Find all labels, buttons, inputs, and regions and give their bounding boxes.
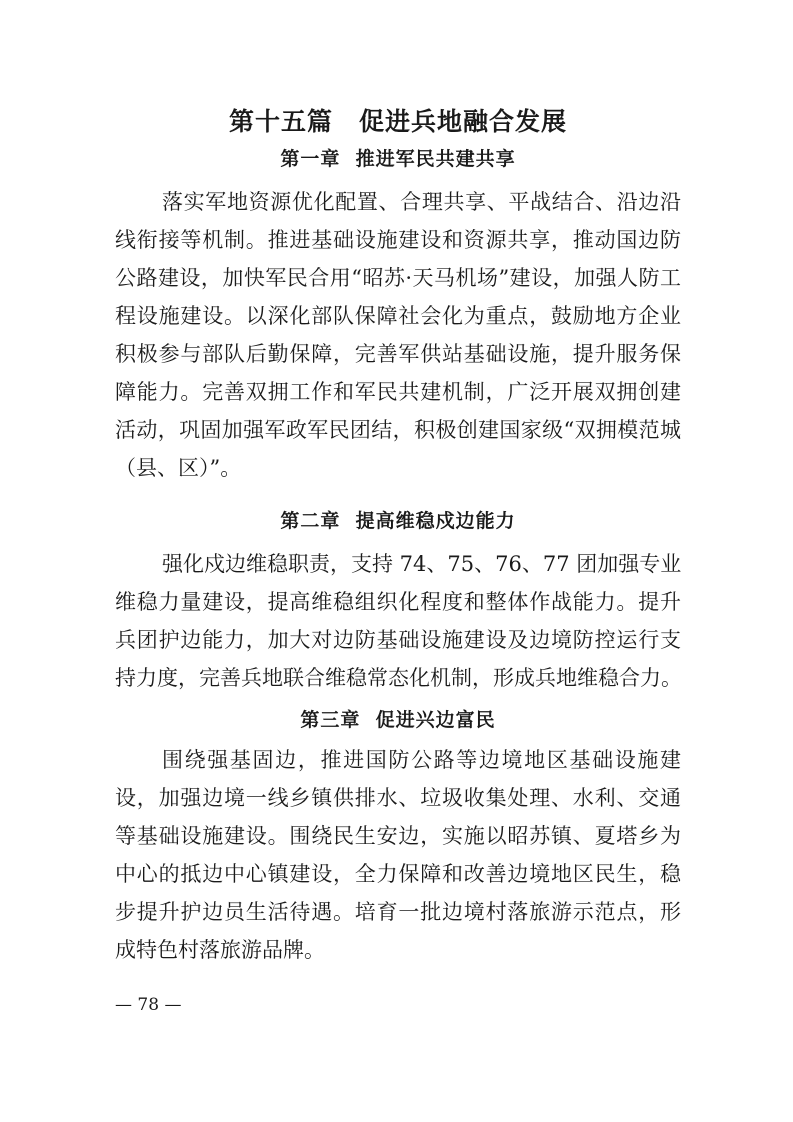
paragraph-line: 程设施建设。以深化部队保障社会化为重点，鼓励地方企业 — [115, 304, 681, 328]
paragraph-line: 强化戍边维稳职责，支持 74、75、76、77 团加强专业 — [162, 552, 682, 576]
paragraph-line: 设，加强边境一线乡镇供排水、垃圾收集处理、水利、交通 — [115, 786, 681, 810]
chapter-2-title: 第二章 提高维稳戍边能力 — [280, 510, 516, 532]
chapter-3-title: 第三章 促进兴边富民 — [300, 709, 496, 731]
chapter-2-paragraph — [115, 545, 681, 697]
paragraph-line: 持力度，完善兵地联合维稳常态化机制，形成兵地维稳合力。 — [115, 666, 682, 690]
chapter-1-title: 第一章 推进军民共建共享 — [280, 148, 516, 170]
paragraph-line: （县、区）”。 — [115, 456, 242, 480]
paragraph-line: 步提升护边员生活待遇。培育一批边境村落旅游示范点，形 — [115, 900, 681, 924]
page-number: — 78 — — [115, 995, 182, 1015]
paragraph-line: 线衔接等机制。推进基础设施建设和资源共享，推动国边防 — [115, 228, 681, 252]
paragraph-line: 成特色村落旅游品牌。 — [115, 938, 325, 962]
paragraph-line: 公路建设，加快军民合用“昭苏·天马机场”建设，加强人防工 — [115, 266, 681, 290]
paragraph-line: 落实军地资源优化配置、合理共享、平战结合、沿边沿 — [162, 190, 681, 214]
paragraph-line: 活动，巩固加强军政军民团结，积极创建国家级“双拥模范城 — [115, 418, 681, 442]
paragraph-line: 积极参与部队后勤保障，完善军供站基础设施，提升服务保 — [115, 342, 681, 366]
paragraph-line: 围绕强基固边，推进国防公路等边境地区基础设施建 — [162, 748, 681, 772]
chapter-1-paragraph — [115, 183, 681, 487]
part-title: 第十五篇 促进兵地融合发展 — [228, 107, 567, 136]
paragraph-line: 兵团护边能力，加大对边防基础设施建设及边境防控运行支 — [115, 628, 681, 652]
paragraph-line: 障能力。完善双拥工作和军民共建机制，广泛开展双拥创建 — [115, 380, 681, 404]
paragraph-line: 维稳力量建设，提高维稳组织化程度和整体作战能力。提升 — [115, 590, 681, 614]
paragraph-line: 等基础设施建设。围绕民生安边，实施以昭苏镇、夏塔乡为 — [115, 824, 681, 848]
chapter-3-paragraph — [115, 741, 681, 969]
paragraph-line: 中心的抵边中心镇建设，全力保障和改善边境地区民生，稳 — [115, 862, 681, 886]
